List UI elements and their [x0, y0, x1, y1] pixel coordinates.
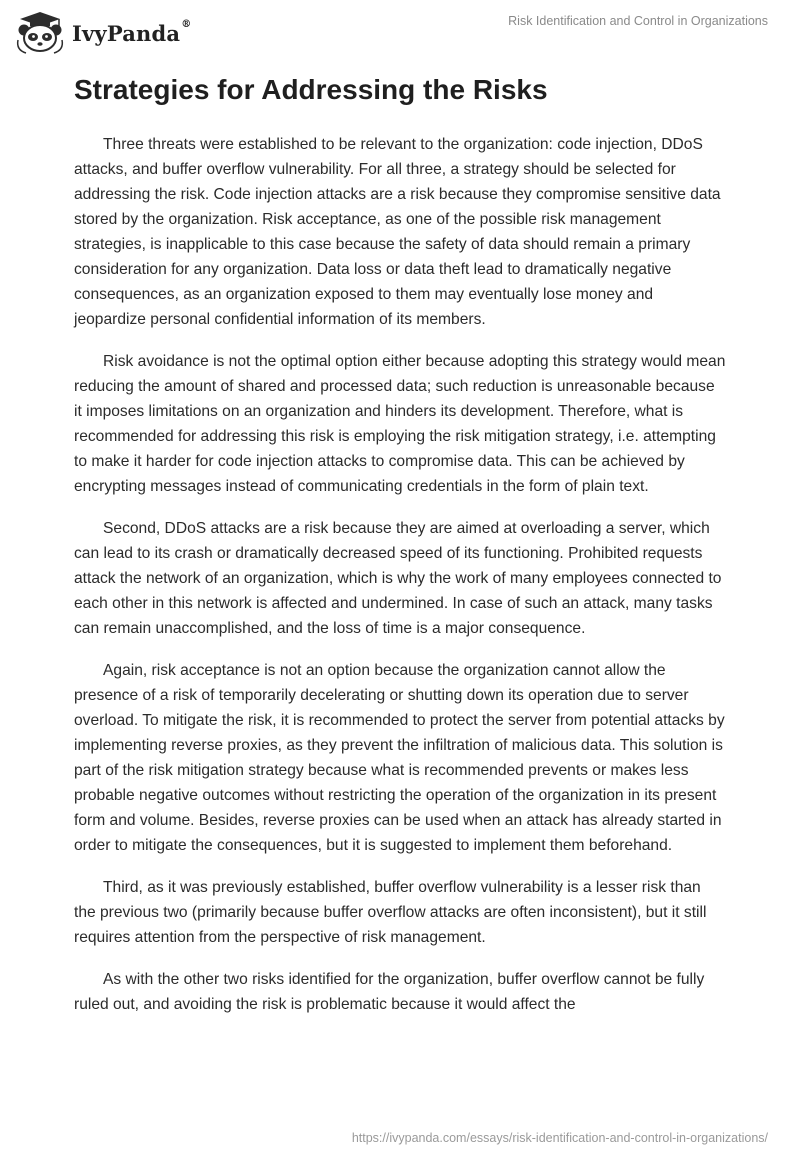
paragraph: As with the other two risks identified for the organization, buffer overflow cannot be fully ruled out, and avoiding the risk is problematic because it would affect the [74, 971, 705, 1013]
paragraph: Again, risk acceptance is not an option because the organization cannot allow the presence of a risk of temporarily decelerating or shutting down its operation due to server overload. To mitigate the risk, it is recommended to protect the server from potential attacks by implementing reverse proxies, as they prevent the infiltration of malicious data. This solution is part of the risk mitigation strategy because what is recommended prevents or makes less probable negative outcomes without restricting the operation of the organization in its present form and volume. Besides, reverse proxies can be used when an attack has already started in order to mitigate the consequences, but it is suggested to implement them beforehand. [74, 662, 725, 854]
paragraph: Third, as it was previously established, buffer overflow vulnerability is a lesser risk than the previous two (primarily because buffer overflow attacks are often inconsistent), but it still requires attention from the perspective of risk management. [74, 879, 707, 946]
page-header [0, 0, 800, 60]
paragraph: Second, DDoS attacks are a risk because they are aimed at overloading a server, which can lead to its crash or dramatically decreased speed of its functioning. Prohibited requests attack the network of an organization, which is why the work of many employees connected to each other in this network is affected and undermined. In case of such an attack, many tasks can remain unaccomplished, and the loss of time is a major consequence. [74, 520, 722, 637]
document-title: Risk Identification and Control in Organizations [508, 14, 768, 28]
paragraph: Three threats were established to be relevant to the organization: code injection, DDoS attacks, and buffer overflow vulnerability. For all three, a strategy should be selected for addressing the risk. Code injection attacks are a risk because they compromise sensitive data stored by the organization. Risk acceptance, as one of the possible risk management strategies, is inapplicable to this case because the safety of data should remain a primary consideration for any organization. Data loss or data theft lead to dramatically negative consequences, as an organization exposed to them may eventually lose money and jeopardize personal confidential information of its members. [74, 136, 721, 328]
paragraph: Risk avoidance is not the optimal option either because adopting this strategy would mean reducing the amount of shared and processed data; such reduction is unreasonable because it imposes limitations on an organization and hinders its development. Therefore, what is recommended for addressing this risk is employing the risk mitigation strategy, i.e. attempting to make it harder for code injection attacks to compromise data. This can be achieved by encrypting messages instead of communicating credentials in the form of plain text. [74, 353, 726, 495]
source-url[interactable]: https://ivypanda.com/essays/risk-identification-and-control-in-organizations/ [351, 1131, 768, 1145]
panda-graduate-icon [14, 10, 66, 54]
section-heading: Strategies for Addressing the Risks [74, 74, 548, 105]
article-body [74, 72, 726, 1034]
brand-name: IvyPanda® [72, 18, 192, 46]
ivypanda-logo[interactable] [14, 10, 191, 54]
